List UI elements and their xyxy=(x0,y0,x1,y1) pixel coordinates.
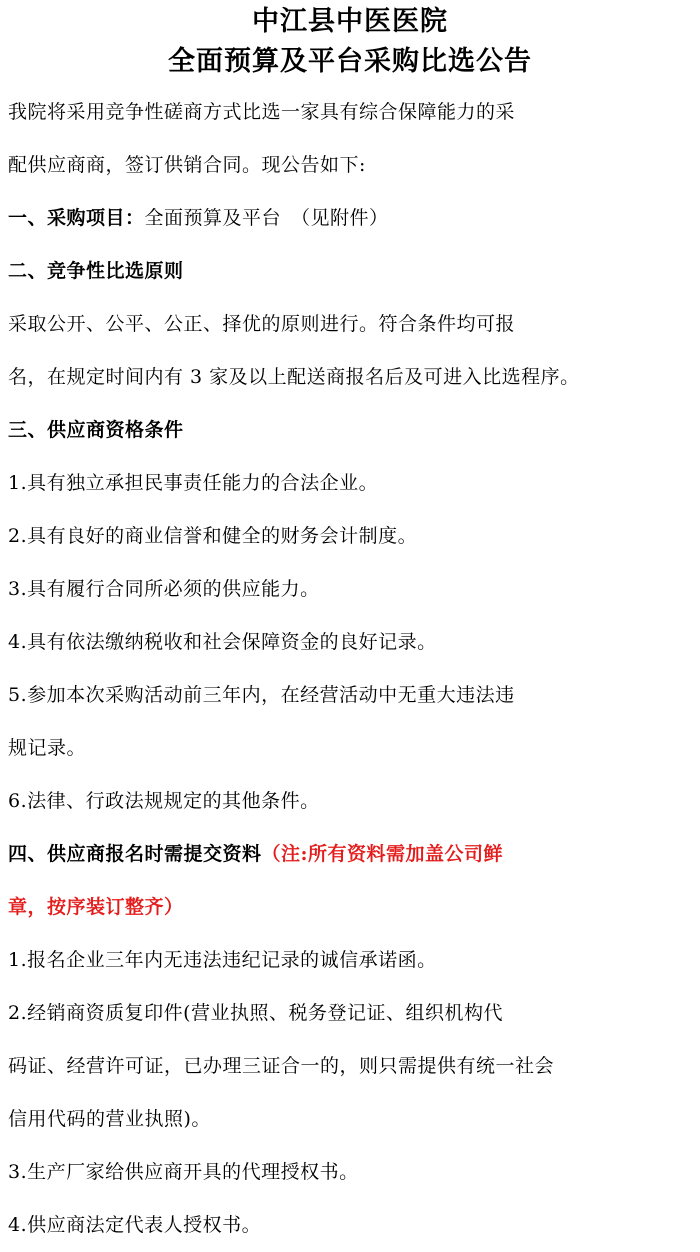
section-4-heading-line xyxy=(8,828,692,881)
section-3-item-3: 3.具有履行合同所必须的供应能力。 xyxy=(8,578,320,600)
section-4-heading: 四、供应商报名时需提交资料 xyxy=(8,843,262,865)
section-2-heading: 二、竞争性比选原则 xyxy=(8,260,184,282)
section-4-item-2: 2.经销商资质复印件(营业执照、税务登记证、组织机构代 xyxy=(8,1002,504,1024)
section-4-note-part-1: （注:所有资料需加盖公司鲜 xyxy=(261,843,504,865)
section-4-item-2-cont-1: 码证、经营许可证，已办理三证合一的，则只需提供有统一社会 xyxy=(8,1055,555,1077)
section-3-item-4: 4.具有依法缴纳税收和社会保障资金的良好记录。 xyxy=(8,631,437,653)
section-4-item-1: 1.报名企业三年内无违法违纪记录的诚信承诺函。 xyxy=(8,949,437,971)
section-3-item-5-cont: 规记录。 xyxy=(8,737,87,759)
intro-line-1: 我院将采用竞争性磋商方式比选一家具有综合保障能力的采 xyxy=(8,101,516,123)
section-4-item-3: 3.生产厂家给供应商开具的代理授权书。 xyxy=(8,1161,359,1183)
section-1-heading: 一、采购项目： xyxy=(8,207,145,229)
section-1 xyxy=(8,192,692,245)
intro-line-2: 配供应商商，签订供销合同。现公告如下: xyxy=(8,154,366,176)
section-3-item-6: 6.法律、行政法规规定的其他条件。 xyxy=(8,790,320,812)
section-4-note-part-2: 章，按序装订整齐） xyxy=(8,896,184,918)
section-3-item-5: 5.参加本次采购活动前三年内，在经营活动中无重大违法违 xyxy=(8,684,515,706)
section-3-heading: 三、供应商资格条件 xyxy=(8,419,184,441)
section-2-line-1: 采取公开、公平、公正、择优的原则进行。符合条件均可报 xyxy=(8,313,516,335)
section-3-item-1: 1.具有独立承担民事责任能力的合法企业。 xyxy=(8,472,379,494)
section-3-item-2: 2.具有良好的商业信誉和健全的财务会计制度。 xyxy=(8,525,418,547)
title-line-1: 中江县中医医院 xyxy=(252,6,448,37)
section-2-line-2: 名，在规定时间内有 3 家及以上配送商报名后及可进入比选程序。 xyxy=(8,366,580,388)
section-4-item-2-cont-2: 信用代码的营业执照)。 xyxy=(8,1108,211,1130)
title-line-2: 全面预算及平台采购比选公告 xyxy=(168,46,532,77)
section-1-text: 全面预算及平台 （见附件） xyxy=(144,207,389,229)
section-4-item-4: 4.供应商法定代表人授权书。 xyxy=(8,1214,262,1236)
